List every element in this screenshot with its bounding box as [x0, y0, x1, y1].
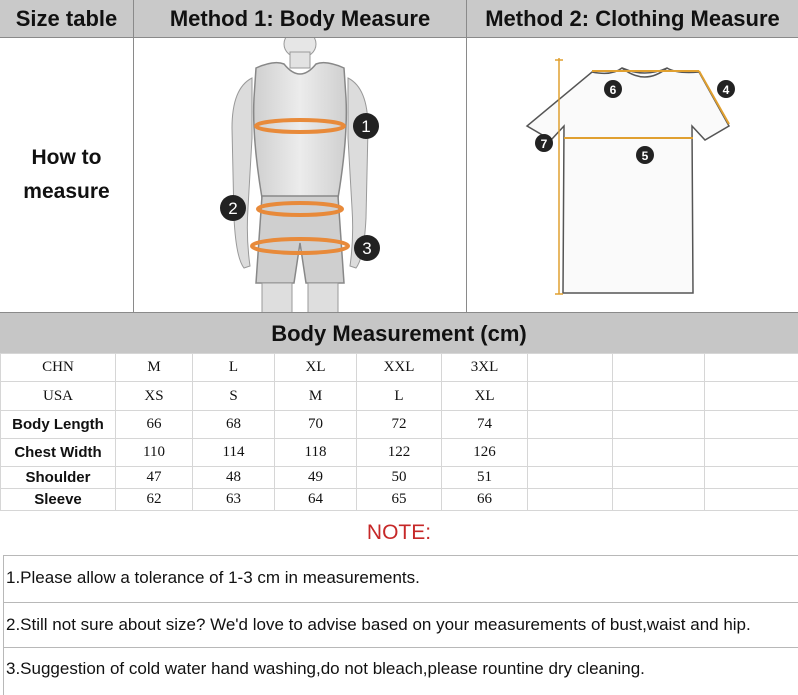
table-cell: M	[116, 354, 193, 382]
note-item-3: 3.Suggestion of cold water hand washing,do not bleach,please rountine dry cleaning.	[3, 647, 798, 690]
table-cell: 65	[357, 489, 442, 511]
empty-cell	[613, 467, 705, 489]
clothing-measure-illustration	[467, 38, 798, 312]
table-row	[1, 354, 798, 382]
table-cell: 47	[116, 467, 193, 489]
table-cell: 118	[275, 439, 357, 467]
svg-text:6: 6	[610, 83, 617, 97]
table-cell: XL	[442, 382, 528, 411]
empty-cell	[613, 439, 705, 467]
table-row	[1, 489, 798, 511]
table-cell: 66	[442, 489, 528, 511]
row-label: CHN	[1, 354, 116, 382]
svg-text:5: 5	[642, 149, 649, 163]
table-cell: 122	[357, 439, 442, 467]
svg-text:4: 4	[723, 83, 730, 97]
empty-cell	[705, 382, 798, 411]
table-cell: L	[193, 354, 275, 382]
marker-4	[717, 80, 735, 98]
table-cell: M	[275, 382, 357, 411]
notes-section	[0, 510, 798, 690]
svg-text:2: 2	[228, 199, 237, 218]
empty-cell	[528, 382, 613, 411]
table-cell: 66	[116, 411, 193, 439]
table-cell: S	[193, 382, 275, 411]
empty-cell	[705, 411, 798, 439]
table-cell: 68	[193, 411, 275, 439]
note-title: NOTE:	[0, 510, 798, 555]
table-cell: 74	[442, 411, 528, 439]
table-cell: 114	[193, 439, 275, 467]
table-cell: 51	[442, 467, 528, 489]
empty-cell	[528, 411, 613, 439]
empty-cell	[613, 489, 705, 511]
table-cell: 126	[442, 439, 528, 467]
size-table-header: Size table	[0, 0, 134, 38]
table-cell: 110	[116, 439, 193, 467]
table-row	[1, 411, 798, 439]
note-item-2: 2.Still not sure about size? We'd love to advise based on your measurements of bust,waist and hip.	[3, 602, 798, 646]
empty-cell	[528, 354, 613, 382]
empty-cell	[528, 439, 613, 467]
table-cell: 50	[357, 467, 442, 489]
empty-cell	[528, 489, 613, 511]
svg-text:3: 3	[362, 239, 371, 258]
body-measure-illustration	[134, 38, 467, 312]
empty-cell	[613, 382, 705, 411]
table-cell: 70	[275, 411, 357, 439]
row-label: USA	[1, 382, 116, 411]
method-1-header: Method 1: Body Measure	[134, 0, 467, 38]
marker-6	[604, 80, 622, 98]
empty-cell	[613, 411, 705, 439]
marker-1	[353, 113, 379, 139]
row-label: Chest Width	[1, 439, 116, 467]
table-cell: 72	[357, 411, 442, 439]
empty-cell	[705, 439, 798, 467]
marker-7	[535, 134, 553, 152]
table-cell: XL	[275, 354, 357, 382]
table-cell: 63	[193, 489, 275, 511]
size-table	[0, 353, 798, 511]
how-to-measure-cell	[0, 38, 134, 312]
how-to-measure-label	[23, 141, 109, 209]
empty-cell	[705, 467, 798, 489]
how-to-line-1: How to	[23, 141, 109, 175]
body-figure-image	[134, 38, 466, 312]
row-label: Sleeve	[1, 489, 116, 511]
marker-2	[220, 195, 246, 221]
empty-cell	[705, 489, 798, 511]
marker-3	[354, 235, 380, 261]
table-row	[1, 439, 798, 467]
table-cell: 49	[275, 467, 357, 489]
empty-cell	[528, 467, 613, 489]
svg-text:7: 7	[541, 137, 548, 151]
table-cell: 48	[193, 467, 275, 489]
empty-cell	[705, 354, 798, 382]
row-label: Body Length	[1, 411, 116, 439]
table-cell: 64	[275, 489, 357, 511]
svg-text:1: 1	[361, 117, 370, 136]
table-row	[1, 382, 798, 411]
method-2-header: Method 2: Clothing Measure	[467, 0, 798, 38]
how-to-line-2: measure	[23, 175, 109, 209]
table-cell: XS	[116, 382, 193, 411]
table-row	[1, 467, 798, 489]
table-cell: 3XL	[442, 354, 528, 382]
row-label: Shoulder	[1, 467, 116, 489]
table-cell: L	[357, 382, 442, 411]
marker-5	[636, 146, 654, 164]
table-cell: 62	[116, 489, 193, 511]
tshirt-image	[467, 38, 797, 312]
note-item-1: 1.Please allow a tolerance of 1-3 cm in measurements.	[3, 555, 798, 599]
body-measurement-title: Body Measurement (cm)	[0, 312, 798, 354]
empty-cell	[613, 354, 705, 382]
table-cell: XXL	[357, 354, 442, 382]
